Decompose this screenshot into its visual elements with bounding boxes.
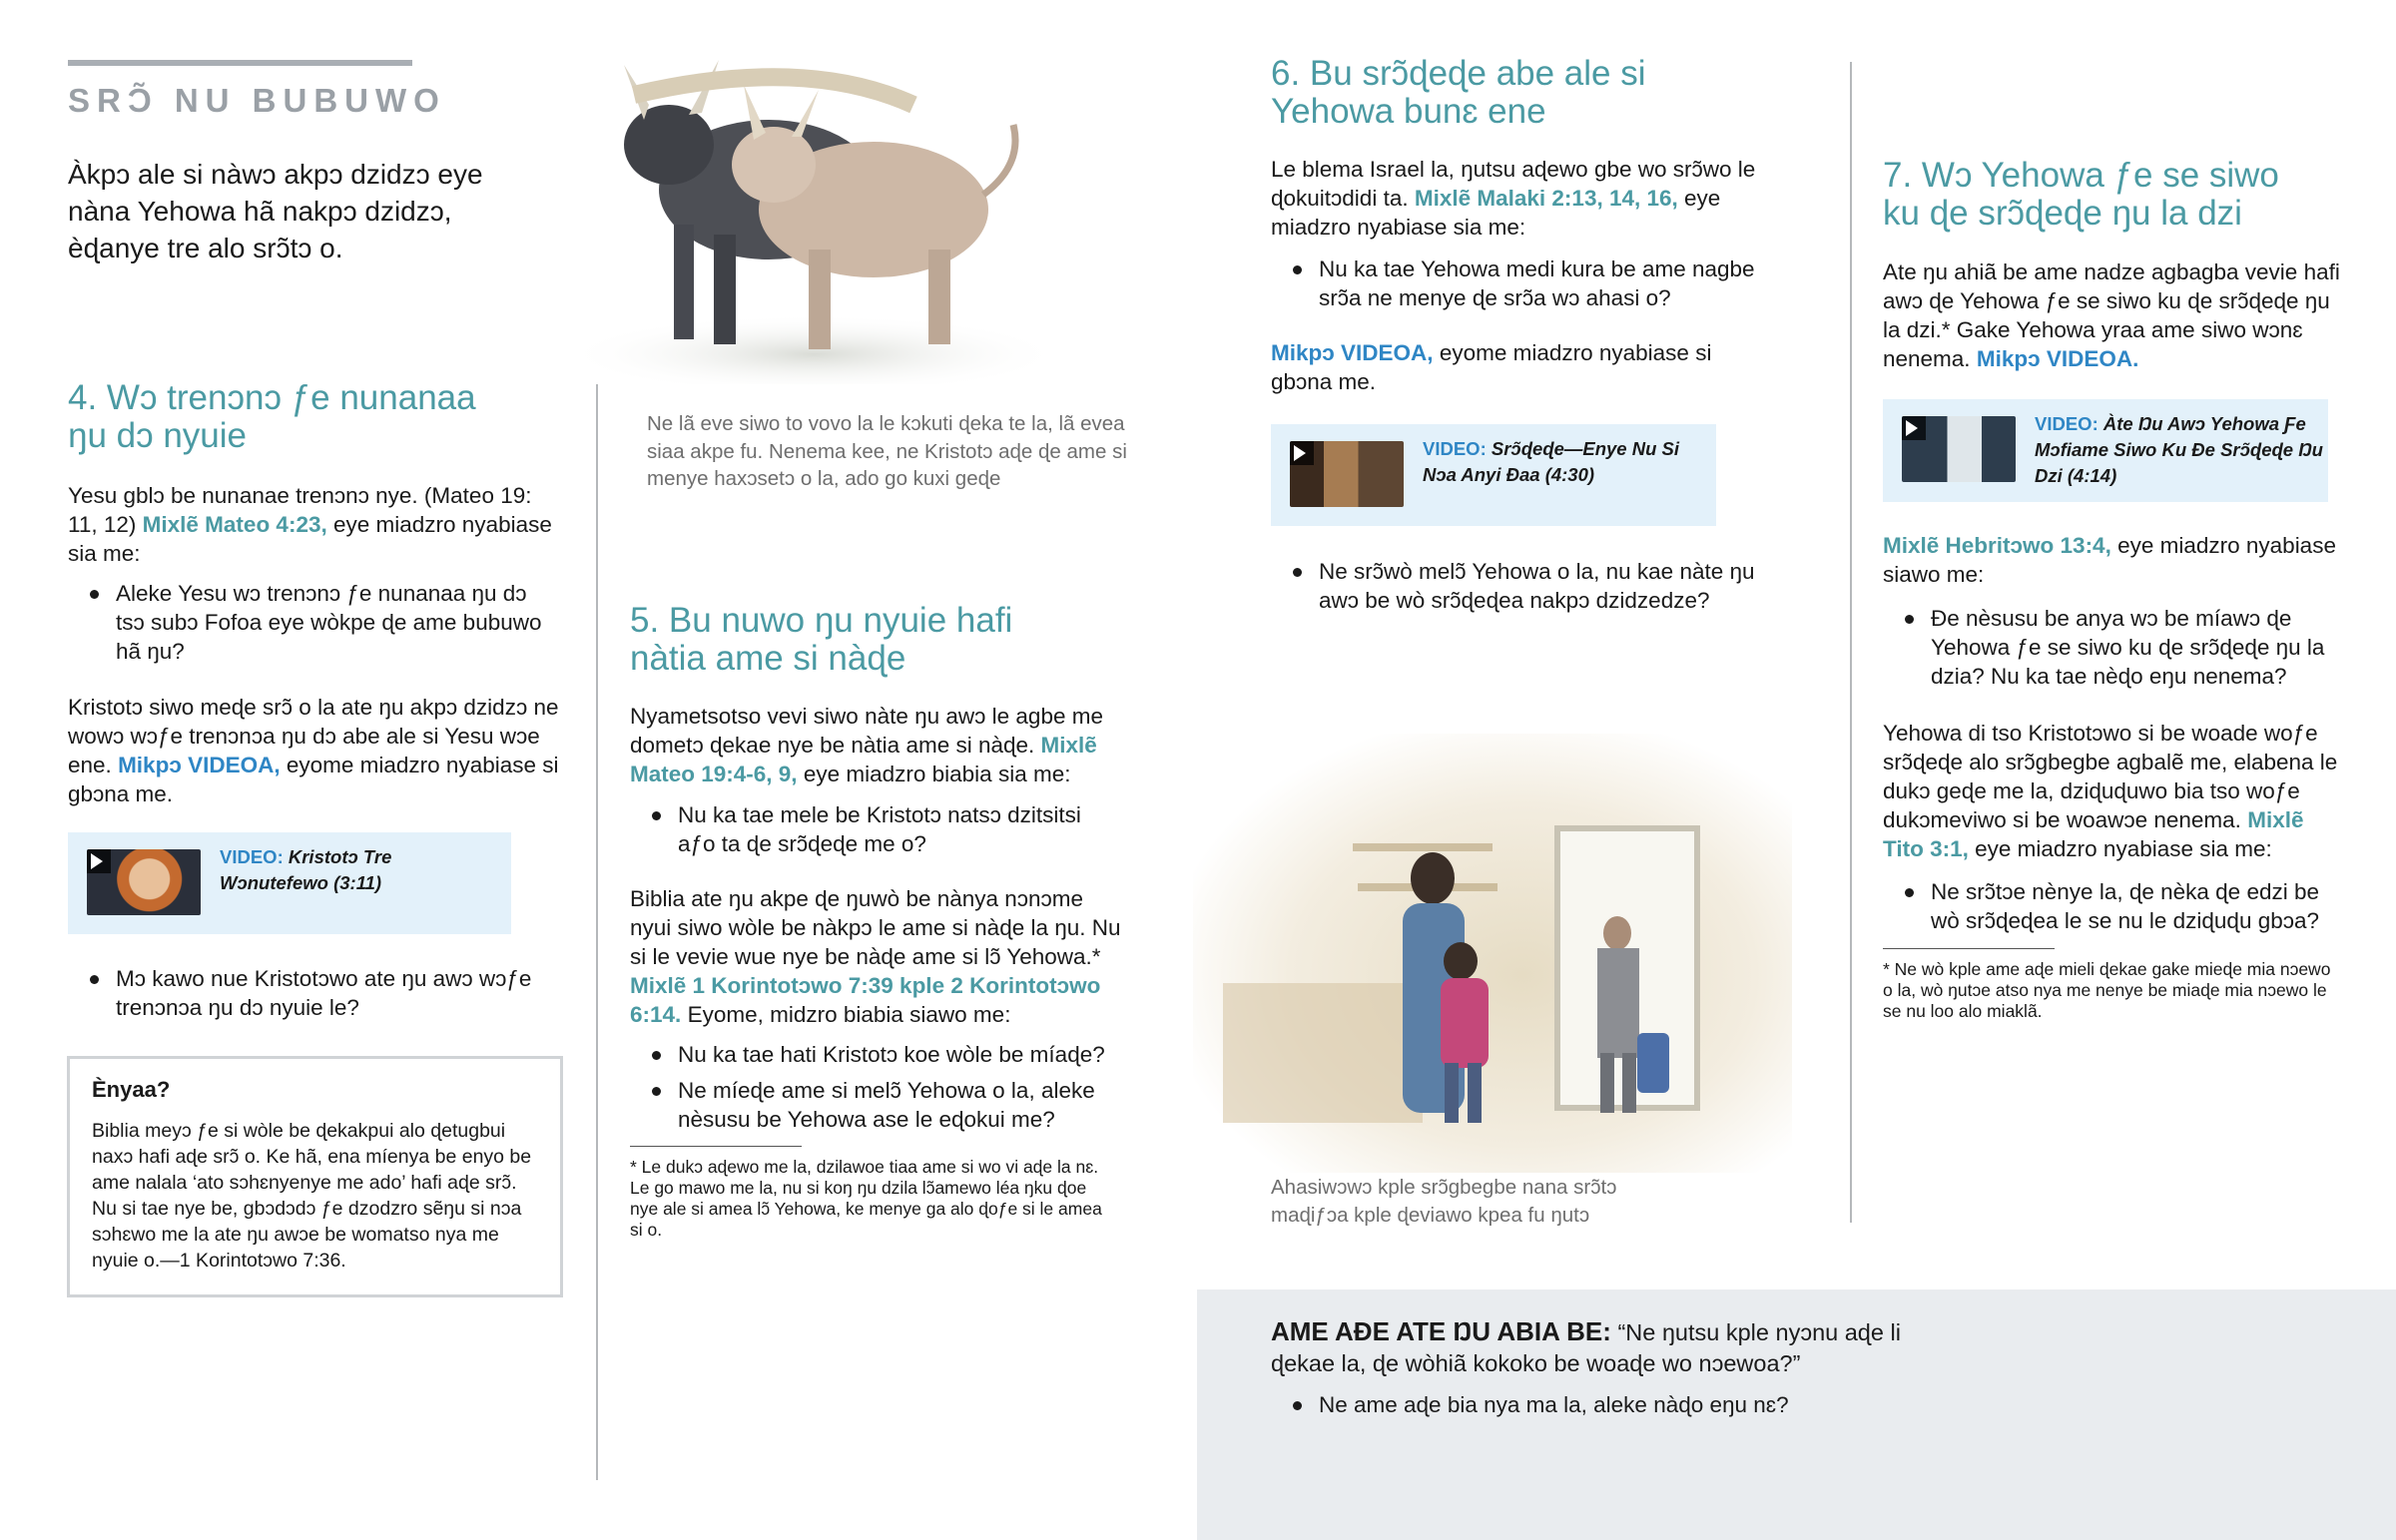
video-card-s7[interactable] xyxy=(1883,399,2328,502)
section-top-rule xyxy=(68,60,412,66)
s6-p1-text: Le blema Israel la, ŋutsu aɖewo gbe wo srɔ̃wo le ɖokuitɔdidi ta. xyxy=(1271,157,1756,211)
s7-p3-tail: eye miadzro nyabiase sia me: xyxy=(1975,836,2272,861)
video-label: VIDEO: xyxy=(2035,413,2098,434)
s5-paragraph-1 xyxy=(630,702,1124,788)
s7-p2-tail: eye miadzro nyabiase siawo me: xyxy=(1883,533,2336,587)
s5-bullet-2: Nu ka tae hati Kristotɔ koe wòle be míaɖe? xyxy=(630,1040,1129,1069)
s7-video-link[interactable]: Mikpɔ VIDEOA. xyxy=(1976,346,2139,371)
s7-footnote: * Ne wò kple ame aɖe mieli ɖekae gake mieɖe mia nɔewo o la, wò ŋutɔe atso nya me nenye be miaɖe mia nɔewo le se nu loo alo miaklã. xyxy=(1883,959,2331,1021)
s6-bullets-2 xyxy=(1271,557,1770,615)
s4-paragraph-2 xyxy=(68,693,562,808)
s7-p1-text: Ate ŋu ahiã be ame nadze agbagba vevie hafi awɔ ɖe Yehowa ƒe se siwo ku ɖe srɔ̃ɖeɖe ŋu la dzi.* Gake Yehowa yraa ame siwo wɔnɛ nenema. xyxy=(1883,259,2340,371)
s5-p2-text: Biblia ate ŋu akpe ɖe ŋuwò be nànya nɔnɔme nyui siwo wòle be nàkpɔ le ame si nàɖe la ŋu. Nu si le vevie wue nye be nàɖe ame si lɔ̃ Yehowa.* xyxy=(630,886,1121,969)
s4-bullet-1: Aleke Yesu wɔ trenɔnɔ ƒe nunanaa ŋu dɔ tsɔ subɔ Fofoa eye wòkpe ɖe ame bubuwo hã ŋu? xyxy=(68,579,557,666)
oxen-caption: Ne lã eve siwo to vovo la le kɔkuti ɖeka te la, lã evea siaa akpe fu. Nenema kee, ne Kristotɔ aɖe ɖe ame si menye haxɔsetɔ o la, ado go kuxi geɖe xyxy=(647,412,1127,490)
s6-video-link[interactable]: Mikpɔ VIDEOA, xyxy=(1271,340,1434,365)
s6-p1-reference[interactable]: Mixlẽ Malaki 2:13, 14, 16, xyxy=(1414,186,1678,211)
s4-p1-reference[interactable]: Mixlẽ Mateo 4:23, xyxy=(142,512,327,537)
s7-paragraph-1 xyxy=(1883,257,2342,373)
bottom-quote: “Ne ŋutsu kple nyɔnu aɖe li ɖekae la, ɖe wòhiã kokoko be woaɖe wo nɔewoa?” xyxy=(1271,1319,1901,1376)
oxen-illustration xyxy=(574,25,1113,384)
video-thumbnail-s6 xyxy=(1290,441,1404,507)
video-title-s4: Kristotɔ Tre Wɔnutefewo (3:11) xyxy=(220,846,392,893)
bottom-question-panel xyxy=(1197,1289,2396,1540)
video-thumbnail-s7 xyxy=(1902,416,2016,482)
bottom-bullet-1: Ne ame aɖe bia nya ma la, aleke nàɖo eŋu nɛ? xyxy=(1271,1390,1890,1419)
s4-p2-text: Kristotɔ siwo meɖe srɔ̃ o la ate ŋu akpɔ dzidzɔ ne wowɔ wɔƒe trenɔnɔa ŋu dɔ abe ale si Yesu wɔe ene. xyxy=(68,695,559,777)
s5-p1-text: Nyametsotso vevi siwo nàte ŋu awɔ le agbe me dometɔ ɖekae nye be nàtia ame si nàɖe. xyxy=(630,704,1103,758)
s6-p1-tail: eye miadzro nyabiase sia me: xyxy=(1271,186,1721,240)
s5-p1-tail: eye miadzro biabia sia me: xyxy=(803,762,1071,786)
s5-paragraph-2 xyxy=(630,884,1129,1029)
s5-bullets-2 xyxy=(630,1040,1129,1134)
s5-p2-reference[interactable]: Mixlẽ 1 Korintotɔwo 7:39 kple 2 Korintotɔwo 6:14. xyxy=(630,973,1101,1027)
s5-bullet-3: Ne míeɖe ame si melɔ̃ Yehowa o la, aleke nèsusu be Yehowa ase le eɖokui me? xyxy=(630,1076,1129,1134)
did-you-know-box xyxy=(67,1056,563,1297)
s6-bullets-1 xyxy=(1271,255,1770,312)
s7-p3-text: Yehowa di tso Kristotɔwo si be woade woƒe srɔ̃ɖeɖe alo srɔ̃gbegbe agbalẽ me, elabena le dukɔ geɖe me la, dziɖuɖuwo bia tso woƒe dukɔmeviwo si be woawɔe nenema. xyxy=(1883,721,2338,832)
family-caption: Ahasiwɔwɔ kple srɔ̃gbegbe nana srɔ̃tɔ maɖiƒɔa kple ɖeviawo kpea fu ŋutɔ xyxy=(1271,1176,1617,1227)
s5-footnote: * Le dukɔ aɖewo me la, dzilawoe tiaa ame si wo vi aɖe la nɛ. Le go mawo me la, nu si koŋ ŋu dzila lɔ̃amewo léa ŋku ɖoe nye ale si amea lɔ̃ Yehowa, ke menye ga alo ɖoƒe si le amea si o. xyxy=(630,1157,1102,1240)
box-title: Ènyaa? xyxy=(92,1077,171,1102)
s7-paragraph-2 xyxy=(1883,531,2342,589)
s7-footnote-rule xyxy=(1883,948,2055,949)
s5-bullets-1 xyxy=(630,800,1119,858)
s7-bullet-1: Ɖe nèsusu be anya wɔ be míawɔ ɖe Yehowa ƒe se siwo ku ɖe srɔ̃ɖeɖe ŋu la dzia? Nu ka tae nèɖo eŋu nenema? xyxy=(1883,604,2332,691)
s6-paragraph-2 xyxy=(1271,338,1740,396)
video-title-s6: Srɔ̃ɖeɖe—Enye Nu Si Nɔa Anyi Ɖaa (4:30) xyxy=(1423,438,1680,485)
s4-bullets-1 xyxy=(68,579,557,666)
video-title-s7: Àte Ŋu Awɔ Yehowa Ƒe Mɔfiame Siwo Ku Ɖe Srɔ̃ɖeɖe Ŋu Dzi (4:14) xyxy=(2035,413,2323,486)
heading-s6: 6. Bu srɔ̃ɖeɖe abe ale si Yehowa bunɛ ene xyxy=(1271,54,1646,131)
s5-p2-tail: Eyome, midzro biabia siawo me: xyxy=(687,1002,1011,1027)
s4-paragraph-1 xyxy=(68,481,562,568)
s4-bullets-2 xyxy=(68,964,557,1022)
column-divider-2 xyxy=(1850,62,1852,1223)
video-card-s6[interactable] xyxy=(1271,424,1716,526)
s5-p1-reference[interactable]: Mixlẽ Mateo 19:4-6, 9, xyxy=(630,733,1097,786)
s7-bullet-2: Ne srɔ̃tɔe nènye la, ɖe nèka ɖe edzi be wò srɔ̃ɖeɖea le se nu le dziɖuɖu gbɔa? xyxy=(1883,877,2342,935)
s7-paragraph-3 xyxy=(1883,719,2342,863)
s7-bullets-2 xyxy=(1883,877,2342,935)
s7-p2-reference[interactable]: Mixlẽ Hebritɔwo 13:4, xyxy=(1883,533,2111,558)
video-thumbnail-s4 xyxy=(87,849,201,915)
video-card-s4[interactable] xyxy=(68,832,511,934)
play-icon xyxy=(87,849,111,873)
s6-paragraph-1 xyxy=(1271,155,1770,242)
play-icon xyxy=(1290,441,1314,465)
s6-bullet-2: Ne srɔ̃wò melɔ̃ Yehowa o la, nu kae nàte ŋu awɔ be wò srɔ̃ɖeɖea nakpɔ dzidzedze? xyxy=(1271,557,1770,615)
heading-s5: 5. Bu nuwo ŋu nyuie hafi nàtia ame si nàɖe xyxy=(630,601,1013,678)
bottom-bullets xyxy=(1271,1390,1890,1419)
s4-p1-tail: eye miadzro nyabiase sia me: xyxy=(68,512,552,566)
bottom-lead: AME AƉE ATE ŊU ABIA BE: xyxy=(1271,1316,1611,1346)
s5-footnote-rule xyxy=(630,1146,802,1147)
s4-bullet-2: Mɔ kawo nue Kristotɔwo ate ŋu awɔ wɔƒe trenɔnɔa ŋu dɔ nyuie le? xyxy=(68,964,557,1022)
s4-p2-tail: eyome miadzro nyabiase si gbɔna me. xyxy=(68,753,559,806)
section-label: SRƆ̃ NU BUBUWO xyxy=(68,82,446,119)
heading-s7: 7. Wɔ Yehowa ƒe se siwo ku ɖe srɔ̃ɖeɖe ŋu la dzi xyxy=(1883,156,2279,233)
s6-p2-tail: eyome miadzro nyabiase si gbɔna me. xyxy=(1271,340,1712,394)
bottom-question xyxy=(1271,1316,1930,1379)
video-label: VIDEO: xyxy=(1423,438,1487,459)
s5-bullet-1: Nu ka tae mele be Kristotɔ natsɔ dzitsitsi aƒo ta ɖe srɔ̃ɖeɖe me o? xyxy=(630,800,1119,858)
box-body: Biblia meyɔ ƒe si wòle be ɖekakpui alo ɖetugbui naxɔ hafi aɖe srɔ̃ o. Ke hã, ena míenya be enyo be ame nalala ‘ato sɔhɛnyenye me ado’ hafi aɖe srɔ̃. Nu si tae nye be, gbɔdɔdɔ ƒe dzodzro sẽŋu si nɔa sɔhɛwo me la ate ŋu awɔe be womatso nya me nyuie o.—1 Korintotɔwo 7:36. xyxy=(92,1120,532,1272)
play-icon xyxy=(1902,416,1926,440)
family-illustration xyxy=(1193,734,1792,1173)
column-divider-1 xyxy=(596,384,598,1480)
s4-p1-text: Yesu gblɔ be nunanae trenɔnɔ nye. (Mateo 19: 11, 12) xyxy=(68,483,532,537)
lesson-intro: Àkpɔ ale si nàwɔ akpɔ dzidzɔ eye nàna Yehowa hã nakpɔ dzidzɔ, èɖanye tre alo srɔ̃tɔ o. xyxy=(68,159,483,263)
heading-s4: 4. Wɔ trenɔnɔ ƒe nunanaa ŋu dɔ nyuie xyxy=(68,378,476,455)
s7-bullets-1 xyxy=(1883,604,2332,691)
s6-bullet-1: Nu ka tae Yehowa medi kura be ame nagbe srɔ̃a ne menye ɖe srɔ̃a wɔ ahasi o? xyxy=(1271,255,1770,312)
s4-video-link[interactable]: Mikpɔ VIDEOA, xyxy=(118,753,281,777)
video-label: VIDEO: xyxy=(220,846,284,867)
s7-p3-reference[interactable]: Mixlẽ Tito 3:1, xyxy=(1883,807,2304,861)
